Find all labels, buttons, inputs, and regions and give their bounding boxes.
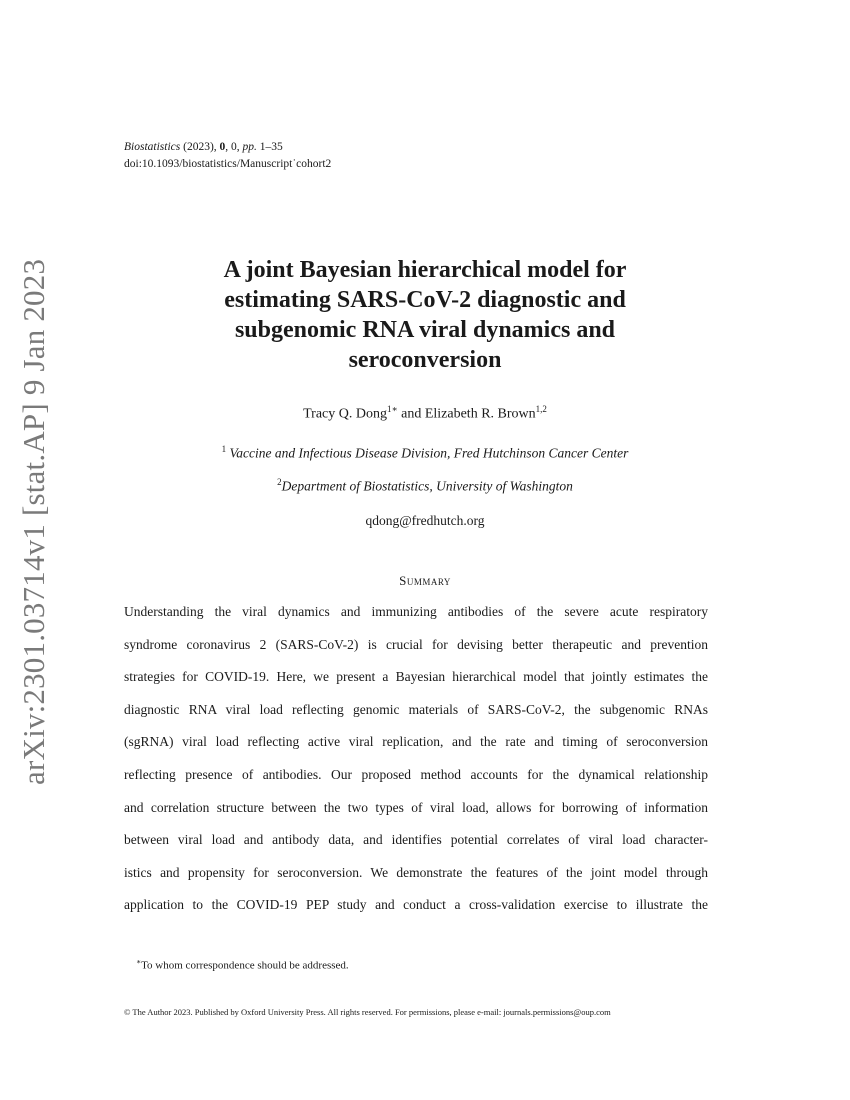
journal-volume: 0 — [219, 141, 226, 153]
affiliation-text: Vaccine and Infectious Disease Division, Fred Hutchinson Cancer Center — [229, 445, 629, 461]
title-line: estimating SARS-CoV-2 diagnostic and — [224, 287, 626, 313]
citation-line — [124, 139, 331, 156]
journal-header — [124, 139, 331, 173]
journal-name: Biostatistics — [124, 141, 181, 153]
footnote-text: To whom correspondence should be addressed. — [141, 959, 349, 972]
pages-label: pp. — [242, 141, 257, 153]
title-line: subgenomic RNA viral dynamics and — [234, 317, 616, 343]
summary-line: Understanding the viral dynamics and immunizing antibodies of the severe acute respiratory — [124, 604, 708, 619]
summary-line: syndrome coronavirus 2 (SARS-CoV-2) is crucial for devising better therapeutic and prevention — [124, 636, 708, 652]
author-joiner: and — [401, 406, 422, 422]
copyright-notice: © The Author 2023. Published by Oxford University Press. All rights reserved. For permissions, please e-mail: journals.permissions@oup.com — [124, 1007, 611, 1017]
summary-line: istics and propensity for seroconversion. We demonstrate the features of the joint model through — [124, 864, 708, 880]
affiliation-marker: 2 — [277, 477, 282, 487]
journal-issue: , 0, — [225, 141, 240, 153]
author-name: Tracy Q. Dong — [303, 406, 387, 422]
title-line: A joint Bayesian hierarchical model for — [223, 257, 627, 283]
summary-line: (sgRNA) viral load reflecting active viral replication, and the rate and timing of seroconversion — [124, 734, 708, 750]
affiliation — [120, 444, 730, 462]
doi: doi:10.1093/biostatistics/Manuscript˙cohort2 — [124, 158, 332, 170]
summary-line: between viral load and antibody data, and identifies potential correlates of viral load character- — [124, 832, 708, 848]
journal-year: (2023), — [183, 141, 217, 153]
author-name: Elizabeth R. Brown — [424, 406, 536, 422]
footnote-marker: ∗ — [136, 957, 142, 966]
author-list — [150, 404, 700, 423]
author-superscript: 1∗ — [386, 404, 398, 414]
page-range: 1–35 — [259, 141, 283, 153]
summary-line: application to the COVID-19 PEP study and conduct a cross-validation exercise to illustrate the — [124, 897, 708, 913]
summary-line: and correlation structure between the two types of viral load, allows for borrowing of information — [124, 799, 708, 815]
correspondence-footnote — [136, 957, 349, 972]
affiliation-marker: 1 — [221, 444, 227, 454]
author-superscript: 1,2 — [535, 404, 547, 414]
summary-line: reflecting presence of antibodies. Our proposed method accounts for the dynamical relationship — [124, 766, 708, 782]
affiliation — [120, 477, 730, 495]
arxiv-identifier: arXiv:2301.03714v1 [stat.AP] 9 Jan 2023 — [16, 258, 51, 785]
title-line: seroconversion — [348, 347, 502, 373]
summary-line: diagnostic RNA viral load reflecting genomic materials of SARS-CoV-2, the subgenomic RNAs — [124, 701, 708, 717]
summary-text — [124, 600, 708, 926]
summary-heading: Summary — [399, 573, 451, 588]
affiliation-text: Department of Biostatistics, University of Washington — [281, 478, 573, 494]
contact-email: qdong@fredhutch.org — [365, 513, 485, 528]
paper-title — [150, 255, 700, 375]
summary-line: strategies for COVID-19. Here, we present a Bayesian hierarchical model that jointly estimates the — [124, 669, 708, 685]
